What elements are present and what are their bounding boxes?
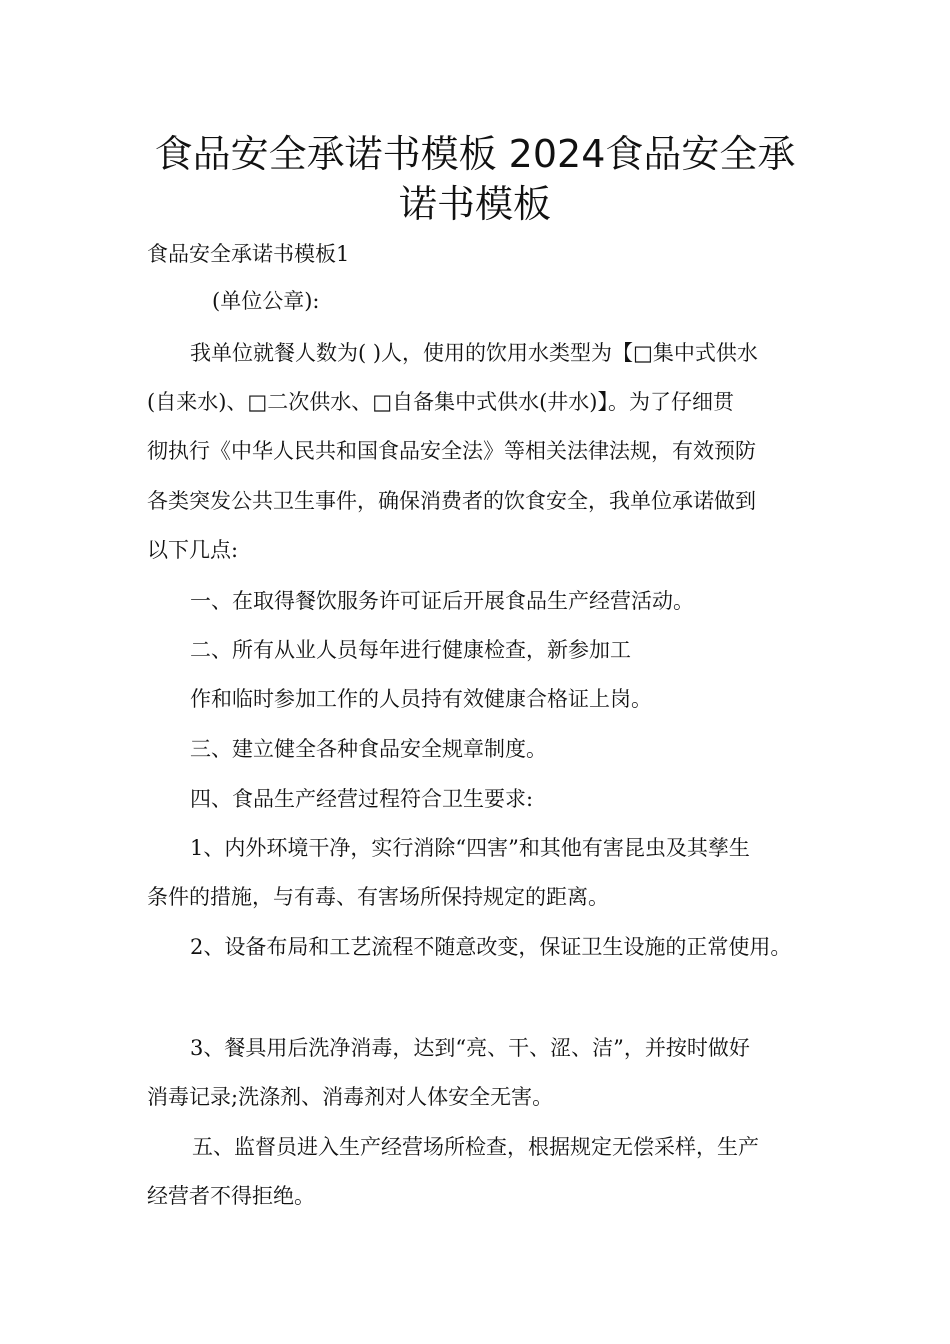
document-title-line-2: 诺书模板 [398, 182, 551, 226]
commitment-item-2: 二、所有从业人员每年进行健康检查，新参加工 [190, 638, 631, 662]
paragraph-line: 以下几点: [147, 538, 239, 562]
paragraph-line: 我单位就餐人数为( )人，使用的饮用水类型为【□集中式供水 [190, 341, 758, 365]
document-subtitle: 食品安全承诺书模板1 [147, 242, 350, 266]
unit-seal-line: (单位公章): [212, 289, 320, 313]
commitment-item-4: 四、食品生产经营过程符合卫生要求: [190, 787, 534, 811]
commitment-item-1: 一、在取得餐饮服务许可证后开展食品生产经营活动。 [190, 589, 694, 613]
document-title-line-1: 食品安全承诺书模板 2024食品安全承 [154, 132, 796, 176]
commitment-item-5: 五、监督员进入生产经营场所检查，根据规定无偿采样，生产 [192, 1135, 759, 1159]
paragraph-line: 彻执行《中华人民共和国食品安全法》等相关法律法规，有效预防 [147, 439, 756, 463]
paragraph-line: 各类突发公共卫生事件，确保消费者的饮食安全，我单位承诺做到 [147, 489, 756, 513]
paragraph-line: (自来水)、□二次供水、□自备集中式供水(井水)】。为了仔细贯 [147, 390, 734, 414]
subitem-2: 2、设备布局和工艺流程不随意改变，保证卫生设施的正常使用。 [190, 935, 792, 959]
subitem-3-cont: 消毒记录;洗涤剂、消毒剂对人体安全无害。 [147, 1085, 554, 1109]
subitem-3: 3、餐具用后洗净消毒，达到“亮、干、涩、洁”，并按时做好 [190, 1036, 750, 1060]
subitem-1: 1、内外环境干净，实行消除“四害”和其他有害昆虫及其孳生 [190, 836, 750, 860]
commitment-item-2-cont: 作和临时参加工作的人员持有效健康合格证上岗。 [190, 687, 652, 711]
commitment-item-3: 三、建立健全各种食品安全规章制度。 [190, 737, 547, 761]
subitem-1-cont: 条件的措施，与有毒、有害场所保持规定的距离。 [147, 885, 609, 909]
commitment-item-5-cont: 经营者不得拒绝。 [147, 1184, 315, 1208]
